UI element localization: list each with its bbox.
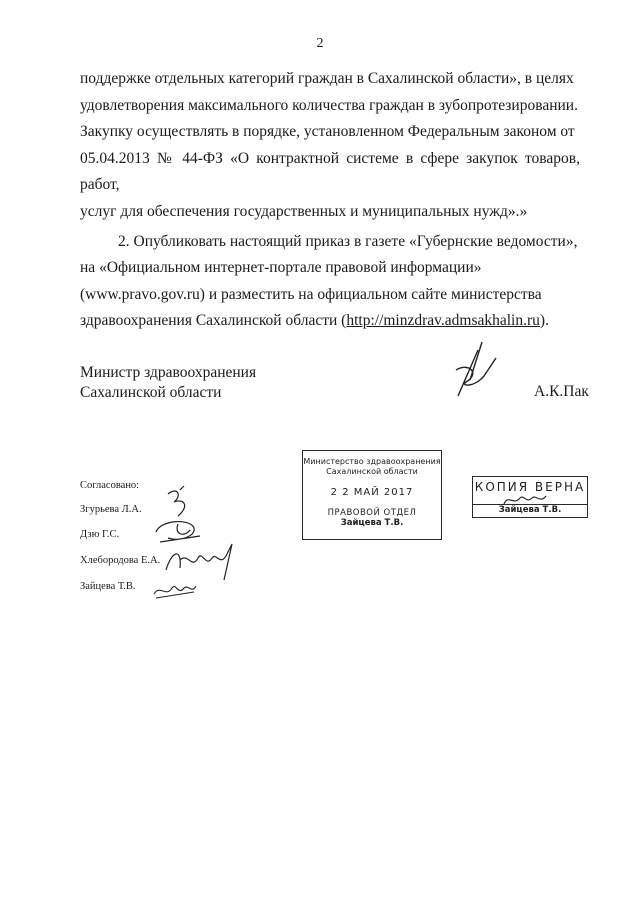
text-line: Закупку осуществлять в порядке, установленном Федеральным законом от <box>80 123 575 141</box>
stamp-date: 2 2 МАЙ 2017 <box>330 487 414 498</box>
text-line: удовлетворения максимального количества граждан в зубопротезировании. <box>80 96 578 114</box>
word: «Официальном <box>99 259 201 277</box>
signatory-title-line: Сахалинской области <box>80 384 222 401</box>
approver-name: Дзю Г.С. <box>80 529 120 540</box>
word: интернет-портале <box>204 259 322 277</box>
text-line: здравоохранения Сахалинской области (http://minzdrav.admsakhalin.ru). <box>80 312 549 330</box>
ministry-site-link[interactable]: http://minzdrav.admsakhalin.ru <box>346 312 540 330</box>
approvals-heading: Согласовано: <box>80 480 140 491</box>
word: правовой <box>325 259 387 277</box>
text-line: 05.04.2013 № 44-ФЗ «О контрактной системе в сфере закупок товаров, работ, <box>80 149 580 194</box>
word: на <box>80 259 96 277</box>
stamp-title: КОПИЯ ВЕРНА <box>474 480 586 494</box>
minister-signature <box>440 340 510 400</box>
approver-name: Хлебородова Е.А. <box>80 555 161 566</box>
signatory-title <box>80 363 256 403</box>
body-text <box>80 66 580 335</box>
text-line: поддержке отдельных категорий граждан в Сахалинской области», в целях <box>80 70 574 87</box>
stamp-person: Зайцева Т.В. <box>473 504 587 515</box>
page-number: 2 <box>316 36 324 51</box>
text-line: 2. Опубликовать настоящий приказ в газете «Губернские ведомости», <box>118 232 578 250</box>
copy-stamp-signature <box>500 490 550 510</box>
text-line: услуг для обеспечения государственных и муниципальных нужд».» <box>80 202 528 220</box>
approver-name: Згурьева Л.А. <box>80 504 142 515</box>
stamp-org: Министерство здравоохранения Сахалинской области <box>303 457 441 476</box>
text-line-justified <box>80 255 580 282</box>
approver-signature <box>150 576 200 602</box>
word: информации» <box>390 259 482 277</box>
text-line: (www.pravo.gov.ru) и разместить на официальном сайте министерства <box>80 285 542 303</box>
signer-name: А.К.Пак <box>534 383 589 400</box>
approver-name: Зайцева Т.В. <box>80 581 136 592</box>
stamp-person: Зайцева Т.В. <box>340 518 404 528</box>
stamp-department: ПРАВОВОЙ ОТДЕЛ <box>327 508 417 518</box>
signatory-title-line: Министр здравоохранения <box>80 364 257 381</box>
paragraph-continuation <box>80 66 580 226</box>
paragraph-publish <box>80 229 580 335</box>
legal-department-stamp <box>302 450 442 540</box>
